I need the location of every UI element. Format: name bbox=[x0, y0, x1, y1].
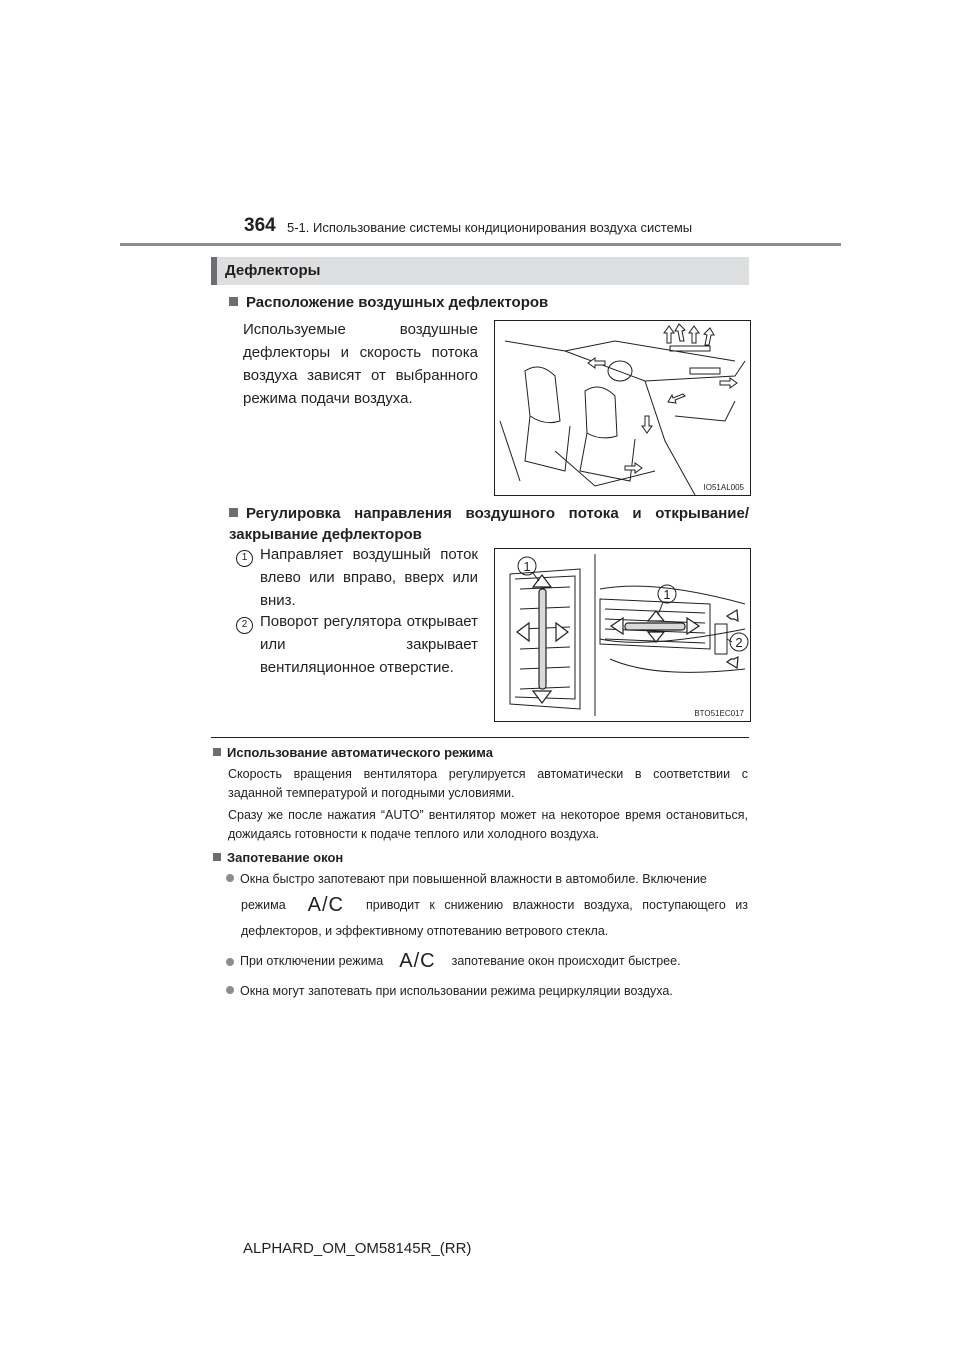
ac-symbol-icon: A/C bbox=[399, 950, 436, 972]
fog-bullet-1-mode: режима bbox=[241, 898, 286, 912]
fog-heading-text: Запотевание окон bbox=[227, 850, 344, 865]
location-heading bbox=[229, 294, 548, 311]
fog-bullet-1-line-2 bbox=[241, 896, 748, 915]
callout-number: 2 bbox=[236, 617, 253, 634]
fog-bullet-1 bbox=[226, 870, 748, 889]
auto-mode-heading bbox=[213, 745, 493, 760]
callout-1-marker bbox=[236, 547, 253, 567]
bullet-icon bbox=[226, 874, 234, 882]
fog-bullet-3 bbox=[226, 982, 748, 1001]
fog-bullet-3-text: Окна могут запотевать при использовании режима рециркуляции воздуха. bbox=[240, 984, 673, 998]
vent-illustration bbox=[495, 549, 750, 721]
fog-bullet-2-end: запотевание окон происходит быстрее. bbox=[451, 954, 681, 968]
fog-bullet-2-start: При отключении режима bbox=[240, 954, 384, 968]
airflow-arrows bbox=[588, 324, 737, 473]
ac-symbol-icon: A/C bbox=[307, 894, 344, 916]
footer-code: ALPHARD_OM_OM58145R_(RR) bbox=[243, 1240, 472, 1257]
cabin-vents-figure bbox=[494, 320, 751, 496]
adjust-heading-text: Регулировка направления воздушного потока и открывание/ закрывание дефлекторов bbox=[229, 505, 749, 543]
vent-adjust-figure bbox=[494, 548, 751, 722]
fog-bullet-1-end: дефлекторов, и эффективному отпотеванию ветрового стекла. bbox=[241, 924, 609, 938]
callout-2-marker bbox=[236, 614, 253, 634]
chapter-title: 5-1. Использование системы кондиционирования воздуха системы bbox=[287, 220, 693, 235]
square-bullet-icon bbox=[229, 508, 238, 517]
adjust-heading bbox=[229, 503, 749, 545]
location-heading-text: Расположение воздушных дефлекторов bbox=[246, 294, 549, 311]
fog-bullet-2 bbox=[226, 952, 748, 971]
item-1-text: Направляет воздушный поток влево или вправо, вверх или вниз. bbox=[260, 546, 478, 609]
section-header bbox=[211, 257, 749, 285]
callout-label: 1 bbox=[663, 587, 671, 602]
auto-mode-heading-text: Использование автоматического режима bbox=[227, 745, 493, 760]
auto-mode-para-2: Сразу же после нажатия “AUTO” вентилятор может на некоторое время остановиться, дожидаясь готовности к подаче теплого или холодного воздуха. bbox=[228, 808, 748, 841]
figure-code: IO51AL005 bbox=[703, 483, 744, 492]
location-text: Используемые воздушные дефлекторы и скорость потока воздуха зависят от выбранного режима подачи воздуха. bbox=[243, 321, 478, 407]
bullet-icon bbox=[226, 986, 234, 994]
fog-bullet-1-start: Окна быстро запотевают при повышенной влажности в автомобиле. Включение bbox=[240, 872, 707, 886]
callout-number: 1 bbox=[236, 550, 253, 567]
square-bullet-icon bbox=[213, 748, 221, 756]
notes-divider bbox=[211, 737, 749, 738]
section-title: Дефлекторы bbox=[225, 262, 321, 279]
item-2-text: Поворот регулятора открывает или закрывает вентиляционное отверстие. bbox=[260, 613, 478, 676]
fog-heading bbox=[213, 850, 343, 865]
page-number: 364 bbox=[244, 215, 276, 236]
square-bullet-icon bbox=[229, 297, 238, 306]
cabin-illustration bbox=[495, 321, 750, 495]
section-accent bbox=[211, 257, 217, 285]
square-bullet-icon bbox=[213, 853, 221, 861]
fog-bullet-1-rest: приводит к снижению влажности воздуха, поступающего из bbox=[366, 898, 748, 912]
bullet-icon bbox=[226, 958, 234, 966]
figure-code: BTO51EC017 bbox=[694, 709, 744, 718]
callout-label: 2 bbox=[735, 635, 743, 650]
auto-mode-para-1: Скорость вращения вентилятора регулируется автоматически в соответствии с заданной температурой и погодными условиями. bbox=[228, 767, 748, 800]
callout-label: 1 bbox=[523, 559, 531, 574]
header-divider bbox=[120, 243, 841, 246]
